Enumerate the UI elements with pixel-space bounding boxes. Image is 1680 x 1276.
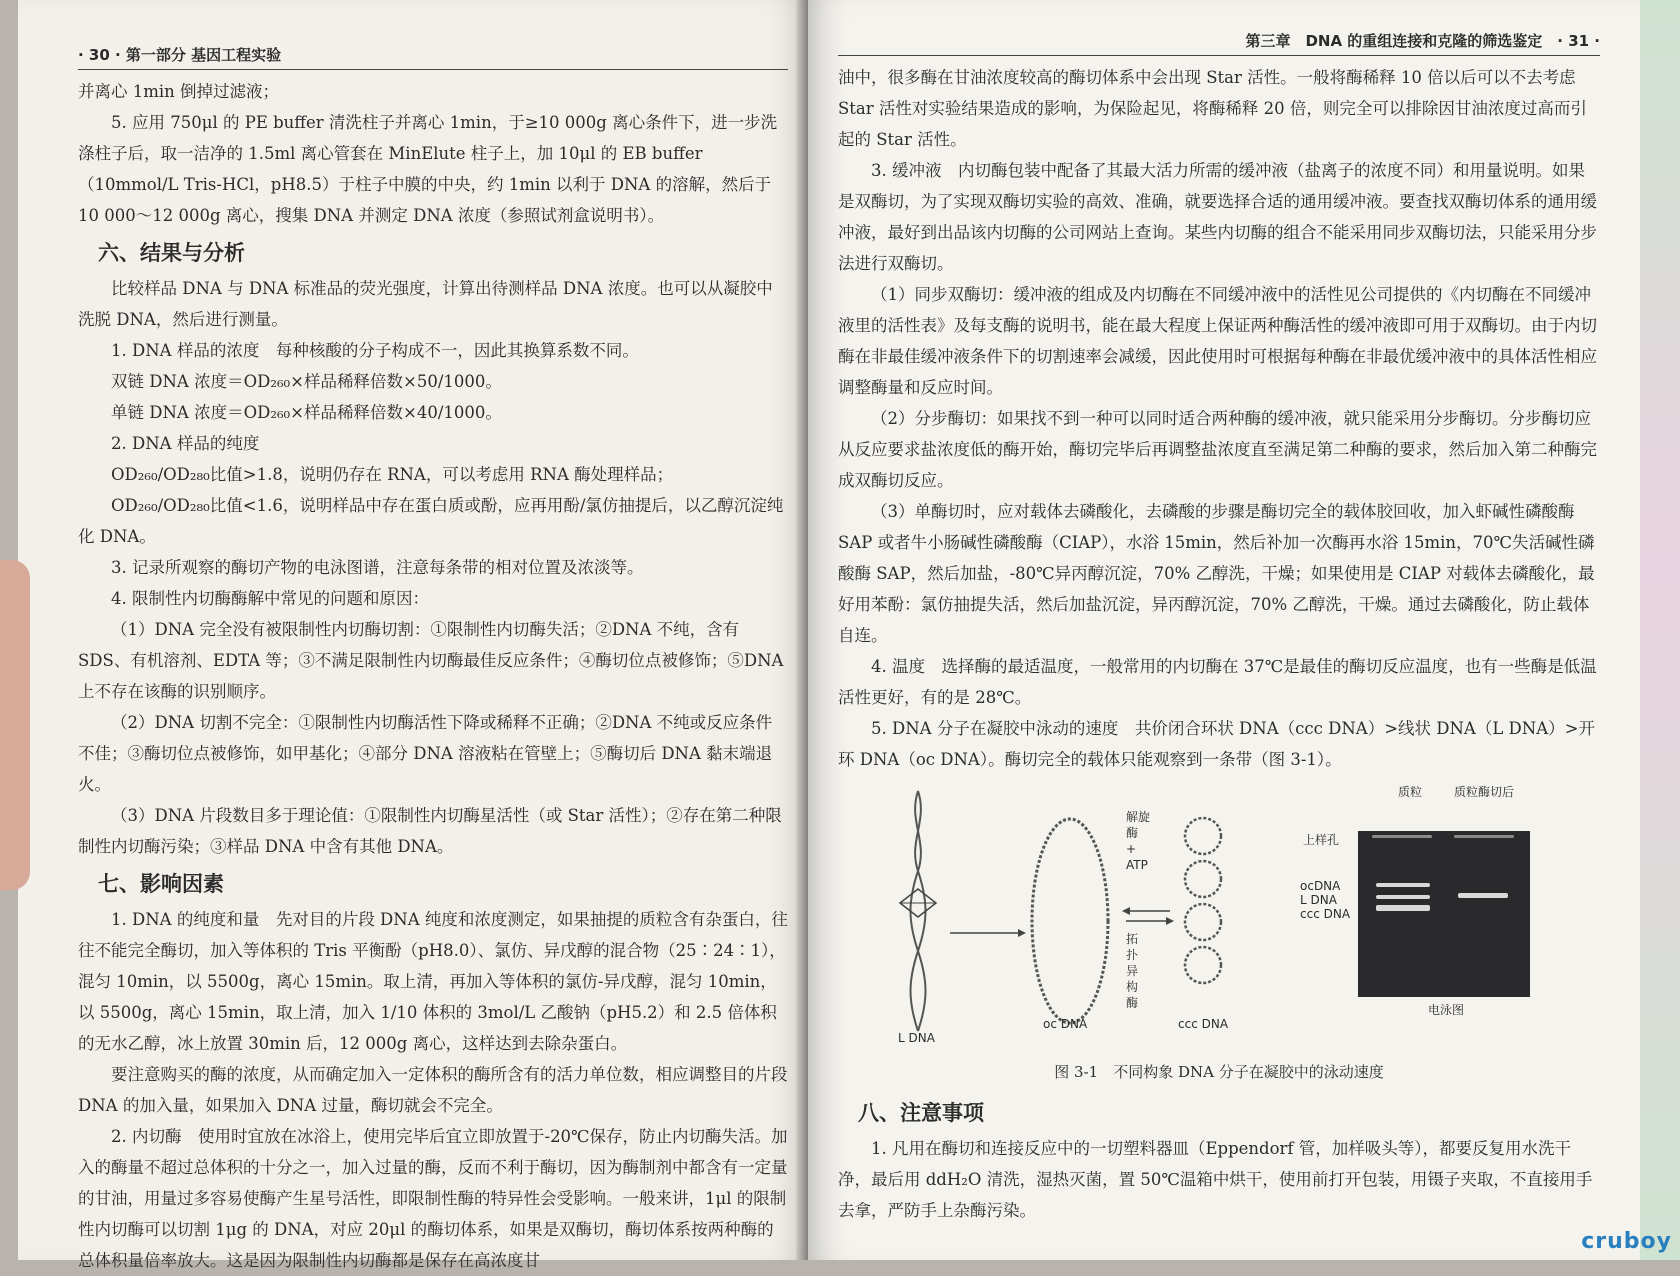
gel-band [1376, 905, 1430, 911]
gel-caption: 电泳图 [1428, 1003, 1465, 1017]
paragraph: 4. 温度 选择酶的最适温度，一般常用的内切酶在 37℃是最佳的酶切反应温度，也有一些酶是低温活性更好，有的是 28℃。 [838, 657, 1597, 707]
gel-band [1458, 893, 1508, 898]
gel-label-well: 上样孔 [1303, 833, 1340, 847]
paragraph: （3）单酶切时，应对载体去磷酸化，去磷酸的步骤是酶切完全的载体胶回收，加入虾碱性磷酸酶 SAP 或者牛小肠碱性磷酸酶（CIAP），水浴 15min，然后补加一次酶再水浴 15min，70℃失活碱性磷酸酶 SAP，然后加盐，-80℃异丙醇沉淀，70% 乙醇洗，干燥；如果使用是 CIAP 对载体去磷酸化，最好用苯酚：氯仿抽提失活，然后加盐沉淀，异丙醇沉淀，70% 乙醇洗，干燥。通过去磷酸化，防止载体自连。 [838, 502, 1595, 645]
electrophoresis-gel [1358, 831, 1530, 997]
thumb [0, 560, 30, 890]
paragraph: 要注意购买的酶的浓度，从而确定加入一定体积的酶所含有的活力单位数，相应调整目的片段 DNA 的加入量，如果加入 DNA 过量，酶切就会不完全。 [78, 1065, 788, 1115]
section-title: 六、结果与分析 [98, 241, 245, 265]
paragraph: （1）同步双酶切：缓冲液的组成及内切酶在不同缓冲液中的活性见公司提供的《内切酶在不同缓冲液里的活性表》及每支酶的说明书，能在最大程度上保证两种酶活性的缓冲液即可用于双酶切。由于内切酶在非最佳缓冲液条件下的切割速率会减缓，因此使用时可根据每种酶在非最优缓冲液中的具体活性相应调整酶量和反应时间。 [838, 285, 1597, 397]
paragraph: OD₂₆₀/OD₂₈₀比值>1.8，说明仍存在 RNA，可以考虑用 RNA 酶处理样品； [111, 465, 674, 484]
paragraph: 油中，很多酶在甘油浓度较高的酶切体系中会出现 Star 活性。一般将酶稀释 10 倍以后可以不去考虑 Star 活性对实验结果造成的影响，为保险起见，将酶稀释 20 倍，则完全可以排除因甘油浓度过高而引起的 Star 活性。 [838, 68, 1587, 149]
gel-well [1372, 835, 1432, 838]
linear-dna-illustration [900, 791, 936, 1031]
paragraph: OD₂₆₀/OD₂₈₀比值<1.6，说明样品中存在蛋白质或酚，应再用酚/氯仿抽提后，以乙醇沉淀纯化 DNA。 [78, 496, 784, 546]
paragraph: 1. DNA 的纯度和量 先对目的片段 DNA 纯度和浓度测定，如果抽提的质粒含有杂蛋白，往往不能完全酶切，加入等体积的 Tris 平衡酚（pH8.0）、氯仿、异戊醇的混合物（25∶24∶1），混匀 10min，以 5500g，离心 15min。取上清，再加入等体积的氯仿-异戊醇，混匀 10min，以 5500g，离心 15min，取上清，加入 1/10 体积的 3mol/L 乙酸钠（pH5.2）和 2.5 倍体积的无水乙醇，冰上放置 30min 后，12 000g 离心，这样达到去除杂蛋白。 [78, 910, 788, 1053]
gel-column-plasmid: 质粒 [1398, 785, 1423, 799]
paragraph: 2. DNA 样品的纯度 [111, 434, 260, 453]
gel-label-ocdna: ocDNA [1300, 879, 1341, 893]
paragraph: （3）DNA 片段数目多于理论值：①限制性内切酶星活性（或 Star 活性）；②存在第二种限制性内切酶污染；③样品 DNA 中含有其他 DNA。 [78, 806, 782, 856]
supercoiled-dna [1185, 818, 1221, 983]
open-circle-dna [1032, 819, 1108, 1023]
paragraph: 1. DNA 样品的浓度 每种核酸的分子构成不一，因此其换算系数不同。 [111, 341, 639, 360]
label-topoisomerase: 拓扑异构酶 [1126, 932, 1139, 1010]
paragraph: 3. 记录所观察的酶切产物的电泳图谱，注意每条带的相对位置及浓淡等。 [111, 558, 644, 577]
paragraph: 5. DNA 分子在凝胶中泳动的速度 共价闭合环状 DNA（ccc DNA）>线状 DNA（L DNA）>开环 DNA（oc DNA）。酶切完全的载体只能观察到一条带（图 3-1）。 [838, 719, 1595, 769]
left-page [18, 0, 808, 1270]
paragraph: 3. 缓冲液 内切酶包装中配备了其最大活力所需的缓冲液（盐离子的浓度不同）和用量说明。如果是双酶切，为了实现双酶切实验的高效、准确，就要选择合适的通用缓冲液。要查找双酶切体系的通用缓冲液，最好到出品该内切酶的公司网站上查询。某些内切酶的组合不能采用同步双酶切法，只能采用分步法进行双酶切。 [838, 161, 1597, 273]
paragraph: 5. 应用 750μl 的 PE buffer 清洗柱子并离心 1min，于≥10 000g 离心条件下，进一步洗涤柱子后，取一洁净的 1.5ml 离心管套在 MinElute 柱子上，加 10μl 的 EB buffer（10mmol/L Tris-HCl，pH8.5）于柱子中膜的中央，约 1min 以利于 DNA 的溶解，然后于 10 000～12 000g 离心，搜集 DNA 并测定 DNA 浓度（参照试剂盒说明书）。 [78, 113, 778, 225]
paragraph: （2）DNA 切割不完全：①限制性内切酶活性下降或稀释不正确；②DNA 不纯或反应条件不佳；③酶切位点被修饰，如甲基化；④部分 DNA 溶液粘在管壁上；⑤酶切后 DNA 黏末端退火。 [78, 713, 773, 794]
gel-band [1376, 883, 1430, 887]
label-oc-dna: oc DNA [1043, 1017, 1088, 1031]
paragraph: （2）分步酶切：如果找不到一种可以同时适合两种酶的缓冲液，就只能采用分步酶切。分步酶切应从反应要求盐浓度低的酶开始，酶切完毕后再调整盐浓度直至满足第二种酶的要求，然后加入第二种酶完成双酶切反应。 [838, 409, 1597, 490]
gel-label-cccdna: ccc DNA [1300, 907, 1351, 921]
section-title: 七、影响因素 [98, 872, 224, 896]
right-page-header: 第三章 DNA 的重组连接和克隆的筛选鉴定 · 31 · [838, 30, 1600, 56]
label-linear-dna: L DNA [898, 1031, 935, 1045]
label-helicase: 解旋酶 + ATP [1126, 810, 1151, 872]
figure-caption: 图 3-1 不同构象 DNA 分子在凝胶中的泳动速度 [1054, 1063, 1384, 1081]
label-ccc-dna: ccc DNA [1178, 1017, 1229, 1031]
paragraph: 2. 内切酶 使用时宜放在冰浴上，使用完毕后宜立即放置于-20℃保存，防止内切酶失活。加入的酶量不超过总体积的十分之一，加入过量的酶，反而不利于酶切，因为酶制剂中都含有一定量的甘油，用量过多容易使酶产生星号活性，即限制性酶的特异性会受影响。一般来讲，1μl 的限制性内切酶可以切割 1μg 的 DNA，对应 20μl 的酶切体系，如果是双酶切，酶切体系按两种酶的总体积量倍率放大。这是因为限制性内切酶都是保存在高浓度甘 [78, 1127, 788, 1270]
paragraph: 并离心 1min 倒掉过滤液； [78, 82, 280, 101]
formula: 单链 DNA 浓度＝OD₂₆₀×样品稀释倍数×40/1000。 [111, 403, 502, 422]
section-title: 八、注意事项 [858, 1101, 984, 1125]
gel-label-ldna: L DNA [1300, 893, 1337, 907]
gel-band [1376, 895, 1430, 899]
formula: 双链 DNA 浓度＝OD₂₆₀×样品稀释倍数×50/1000。 [111, 372, 502, 391]
paragraph: （1）DNA 完全没有被限制性内切酶切割：①限制性内切酶失活；②DNA 不纯，含有 SDS、有机溶剂、EDTA 等；③不满足限制性内切酶最佳反应条件；④酶切位点被修饰；⑤DNA 上不存在该酶的识别顺序。 [78, 620, 784, 701]
paragraph: 1. 凡用在酶切和连接反应中的一切塑料器皿（Eppendorf 管，加样吸头等），都要反复用水洗干净，最后用 ddH₂O 清洗，湿热灭菌，置 50℃温箱中烘干，使用前打开包装，用镊子夹取，不直接用手去拿，严防手上杂酶污染。 [838, 1139, 1593, 1220]
paragraph: 比较样品 DNA 与 DNA 标准品的荧光强度，计算出待测样品 DNA 浓度。也可以从凝胶中洗脱 DNA，然后进行测量。 [78, 279, 773, 329]
paragraph: 4. 限制性内切酶酶解中常见的问题和原因： [111, 589, 429, 608]
gel-well [1454, 835, 1514, 838]
watermark: cruboy [1581, 1229, 1672, 1254]
gel-column-digested: 质粒酶切后 [1454, 785, 1515, 799]
right-page [808, 0, 1640, 1260]
left-page-header: · 30 · 第一部分 基因工程实验 [78, 44, 788, 70]
figure-3-1 [838, 781, 1600, 1091]
